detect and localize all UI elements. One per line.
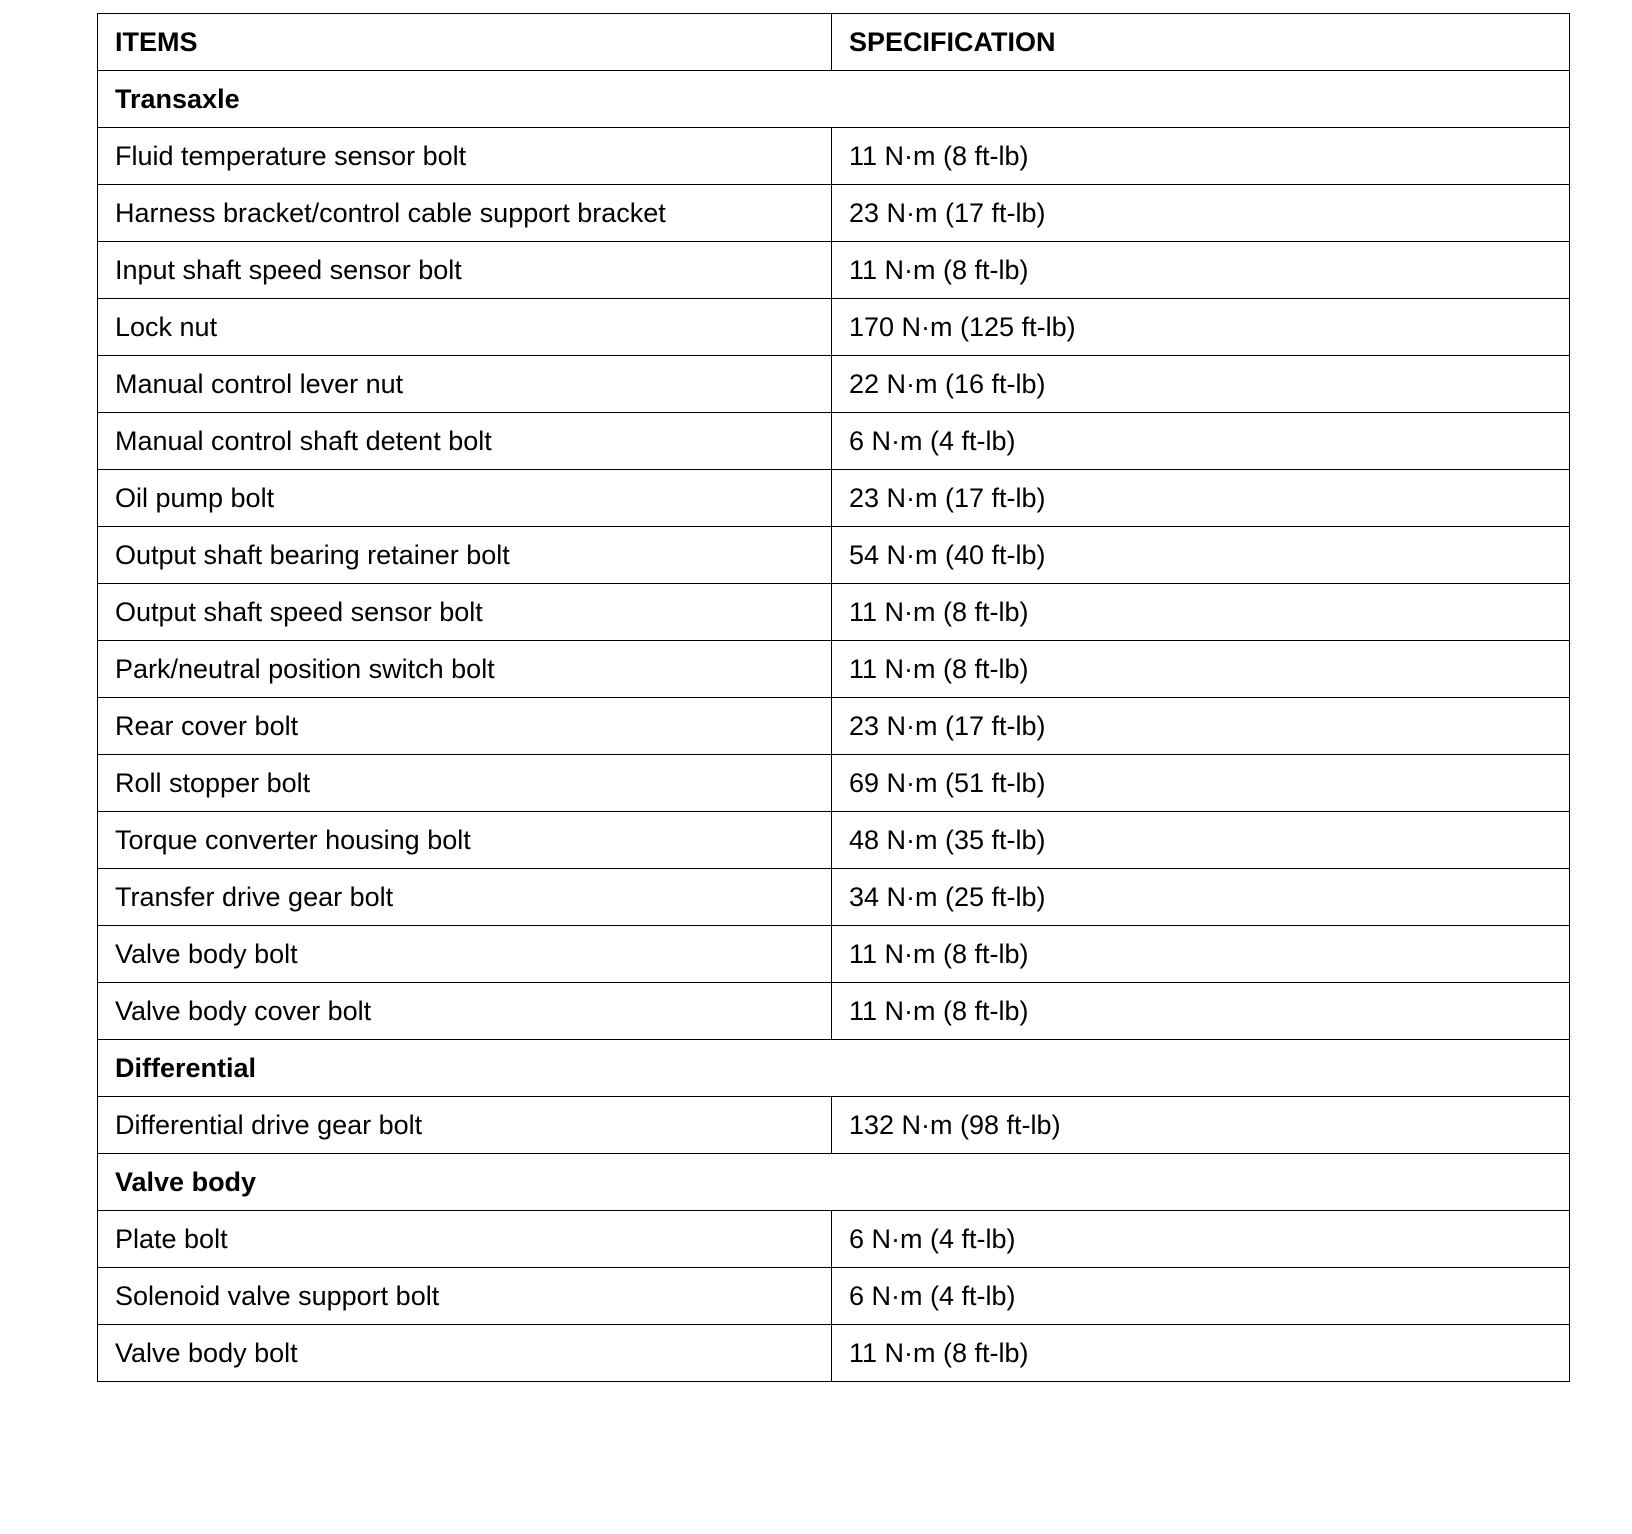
item-cell: Manual control shaft detent bolt <box>98 413 832 470</box>
specification-cell: 11 N·m (8 ft-lb) <box>832 641 1570 698</box>
specification-cell: 6 N·m (4 ft-lb) <box>832 1211 1570 1268</box>
table-row <box>98 356 1570 413</box>
specification-cell: 48 N·m (35 ft-lb) <box>832 812 1570 869</box>
table-row <box>98 584 1570 641</box>
specification-cell: 54 N·m (40 ft-lb) <box>832 527 1570 584</box>
item-cell: Valve body cover bolt <box>98 983 832 1040</box>
specification-cell: 132 N·m (98 ft-lb) <box>832 1097 1570 1154</box>
items-column-header: ITEMS <box>98 14 832 71</box>
item-cell: Plate bolt <box>98 1211 832 1268</box>
item-cell: Rear cover bolt <box>98 698 832 755</box>
section-row <box>98 1154 1570 1211</box>
table-row <box>98 185 1570 242</box>
specification-cell: 11 N·m (8 ft-lb) <box>832 926 1570 983</box>
item-cell: Valve body bolt <box>98 926 832 983</box>
item-cell: Output shaft bearing retainer bolt <box>98 527 832 584</box>
table-row <box>98 983 1570 1040</box>
table-row <box>98 1268 1570 1325</box>
specification-cell: 11 N·m (8 ft-lb) <box>832 242 1570 299</box>
torque-spec-table <box>97 13 1570 1382</box>
item-cell: Harness bracket/control cable support bracket <box>98 185 832 242</box>
table-row <box>98 869 1570 926</box>
specification-cell: 34 N·m (25 ft-lb) <box>832 869 1570 926</box>
item-cell: Valve body bolt <box>98 1325 832 1382</box>
item-cell: Solenoid valve support bolt <box>98 1268 832 1325</box>
item-cell: Fluid temperature sensor bolt <box>98 128 832 185</box>
table-row <box>98 641 1570 698</box>
item-cell: Manual control lever nut <box>98 356 832 413</box>
item-cell: Input shaft speed sensor bolt <box>98 242 832 299</box>
specification-cell: 23 N·m (17 ft-lb) <box>832 470 1570 527</box>
specification-cell: 11 N·m (8 ft-lb) <box>832 983 1570 1040</box>
table-row <box>98 755 1570 812</box>
table-row <box>98 812 1570 869</box>
table-header-row <box>98 14 1570 71</box>
item-cell: Park/neutral position switch bolt <box>98 641 832 698</box>
table-row <box>98 698 1570 755</box>
specification-cell: 69 N·m (51 ft-lb) <box>832 755 1570 812</box>
table-row <box>98 527 1570 584</box>
item-cell: Oil pump bolt <box>98 470 832 527</box>
section-title: Differential <box>98 1040 1570 1097</box>
specification-cell: 11 N·m (8 ft-lb) <box>832 1325 1570 1382</box>
item-cell: Differential drive gear bolt <box>98 1097 832 1154</box>
section-title: Transaxle <box>98 71 1570 128</box>
table-row <box>98 1211 1570 1268</box>
section-row <box>98 71 1570 128</box>
specification-cell: 6 N·m (4 ft-lb) <box>832 1268 1570 1325</box>
specification-cell: 11 N·m (8 ft-lb) <box>832 128 1570 185</box>
table-row <box>98 242 1570 299</box>
item-cell: Transfer drive gear bolt <box>98 869 832 926</box>
item-cell: Output shaft speed sensor bolt <box>98 584 832 641</box>
table-body <box>98 71 1570 1382</box>
specification-cell: 23 N·m (17 ft-lb) <box>832 185 1570 242</box>
section-title: Valve body <box>98 1154 1570 1211</box>
table-row <box>98 413 1570 470</box>
table-row <box>98 299 1570 356</box>
specification-cell: 11 N·m (8 ft-lb) <box>832 584 1570 641</box>
table-row <box>98 1325 1570 1382</box>
item-cell: Lock nut <box>98 299 832 356</box>
table-row <box>98 1097 1570 1154</box>
table-row <box>98 926 1570 983</box>
specification-column-header: SPECIFICATION <box>832 14 1570 71</box>
specification-cell: 170 N·m (125 ft-lb) <box>832 299 1570 356</box>
section-row <box>98 1040 1570 1097</box>
table-row <box>98 470 1570 527</box>
item-cell: Torque converter housing bolt <box>98 812 832 869</box>
specification-cell: 22 N·m (16 ft-lb) <box>832 356 1570 413</box>
specification-cell: 6 N·m (4 ft-lb) <box>832 413 1570 470</box>
specification-cell: 23 N·m (17 ft-lb) <box>832 698 1570 755</box>
item-cell: Roll stopper bolt <box>98 755 832 812</box>
table-row <box>98 128 1570 185</box>
